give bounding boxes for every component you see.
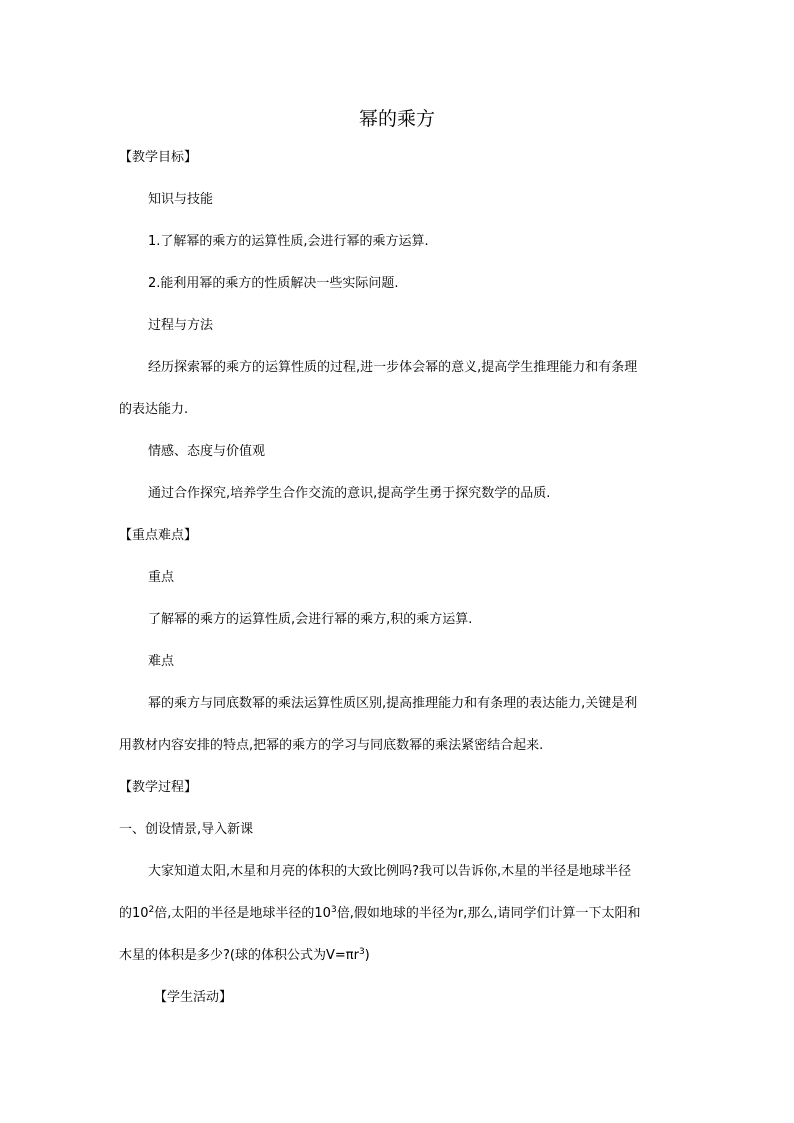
intro-text-part: 倍,假如地球的半径为r,那么,请同学们计算一下太阳和 bbox=[336, 906, 641, 921]
intro-text-part: 的10 bbox=[119, 906, 149, 921]
emotion-paragraph: 通过合作探究,培养学生合作交流的意识,提高学生勇于探究数学的品质. bbox=[148, 486, 551, 501]
process-paragraph-line-1: 经历探索幂的乘方的运算性质的过程,进一步体会幂的意义,提高学生推理能力和有条理 bbox=[148, 360, 638, 375]
key-point-text: 了解幂的乘方的运算性质,会进行幂的乘方,积的乘方运算. bbox=[148, 612, 473, 627]
student-activity-heading: 【学生活动】 bbox=[154, 990, 233, 1005]
intro-paragraph-line-1: 大家知道太阳,木星和月亮的体积的大致比例吗?我可以告诉你,木星的半径是地球半径 bbox=[148, 864, 632, 879]
section-heading-1: 一、创设情景,导入新课 bbox=[119, 822, 254, 837]
intro-paragraph-line-2 bbox=[119, 904, 640, 924]
difficult-paragraph-line-2: 用教材内容安排的特点,把幂的乘方的学习与同底数幂的乘法紧密结合起来. bbox=[119, 738, 544, 753]
formula-text: πr bbox=[345, 948, 359, 963]
subheading-knowledge-skills: 知识与技能 bbox=[148, 192, 214, 207]
key-point-label: 重点 bbox=[148, 570, 175, 585]
page-title: 幂的乘方 bbox=[358, 108, 435, 130]
heading-teaching-goals: 【教学目标】 bbox=[119, 150, 198, 165]
intro-text-part: 木星的体积是多少?(球的体积公式为V= bbox=[119, 948, 346, 963]
heading-key-difficulties: 【重点难点】 bbox=[119, 528, 198, 543]
exponent: 3 bbox=[330, 905, 337, 915]
subheading-process-method: 过程与方法 bbox=[148, 318, 214, 333]
exponent: 2 bbox=[148, 905, 155, 915]
intro-paragraph-line-3 bbox=[119, 946, 370, 966]
goal-item-2: 2.能利用幂的乘方的性质解决一些实际问题. bbox=[148, 276, 399, 291]
difficult-paragraph-line-1: 幂的乘方与同底数幂的乘法运算性质区别,提高推理能力和有条理的表达能力,关键是利 bbox=[148, 696, 638, 711]
heading-teaching-process: 【教学过程】 bbox=[119, 780, 198, 795]
exponent: 3 bbox=[358, 947, 365, 957]
process-paragraph-line-2: 的表达能力. bbox=[119, 402, 189, 417]
difficult-point-label: 难点 bbox=[148, 654, 175, 669]
subheading-emotion-values: 情感、态度与价值观 bbox=[148, 444, 266, 459]
goal-item-1: 1.了解幂的乘方的运算性质,会进行幂的乘方运算. bbox=[148, 234, 429, 249]
intro-text-part: ) bbox=[364, 948, 370, 963]
intro-text-part: 倍,太阳的半径是地球半径的10 bbox=[154, 906, 331, 921]
